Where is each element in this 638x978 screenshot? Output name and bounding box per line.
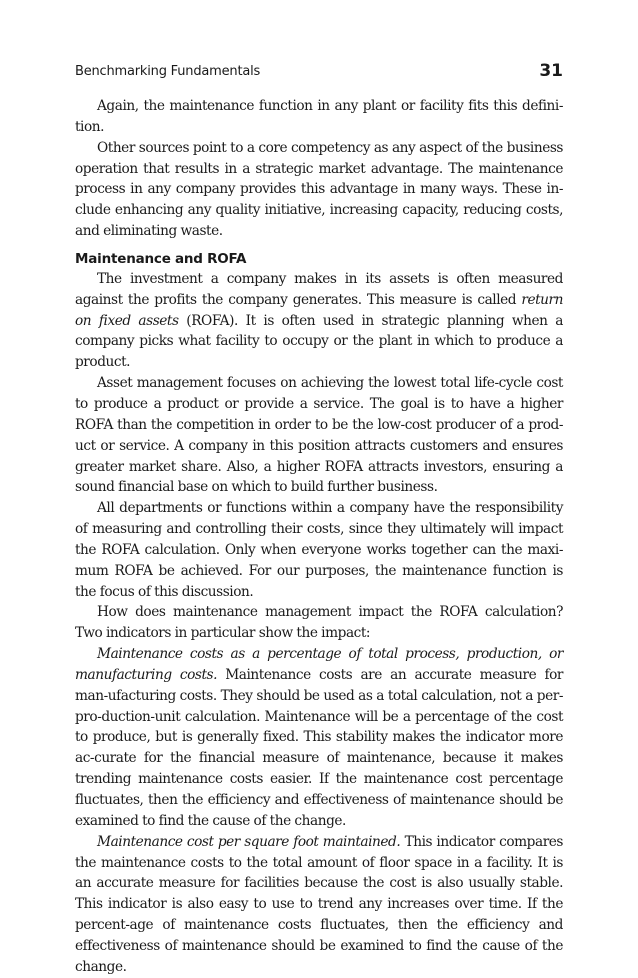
paragraph: How does maintenance management impact the ROFA calculation? Two indicators in particular show the impact: — [75, 604, 563, 642]
italic-term: return on fixed assets — [75, 291, 563, 329]
paragraph — [75, 269, 563, 373]
italic-term: Maintenance costs as a percentage of total process, production, or manufacturing costs. — [75, 646, 563, 683]
running-head — [75, 62, 563, 82]
paragraph-text: This indicator compares the maintenance costs to the total amount of floor space in a facility. It is an accurate measure for facilities because the cost is also usually stable. This indicator is also easy to use to trend any increases over time. If the percent-age of maintenance costs fluctuates, then the efficiency and effectiveness of maintenance should be examined to find the cause of the change. — [75, 833, 564, 975]
paragraph-text: Maintenance costs are an accurate measure for man-ufacturing costs. They should be used as a total calculation, not a per-pro-duction-unit calculation. Maintenance will be a percentage of the cost to produce, but is generally fixed. This stability makes the indicator more ac-curate for the financial measure of maintenance, because it makes trending maintenance costs easier. If the maintenance cost percentage fluctuates, then the efficiency and effectiveness of maintenance should be examined to find the cause of the change. — [75, 666, 563, 829]
section-heading: Maintenance and ROFA — [75, 250, 247, 267]
paragraph-text: (ROFA). It is often used in strategic planning when a company picks what facility to occupy or the plant in which to produce a product. — [75, 312, 564, 371]
paragraph: Other sources point to a core competency as any aspect of the business operation that results in a strategic market advantage. The maintenance process in any company provides this advantage in many ways. These in-clude enhancing any quality initiative, increasing capacity, reducing costs, and eliminating waste. — [75, 139, 563, 240]
italic-term: Maintenance cost per square foot maintained. — [97, 833, 401, 850]
body-text — [75, 96, 563, 978]
paragraph — [75, 644, 563, 832]
running-title: Benchmarking Fundamentals — [75, 64, 261, 79]
paragraph: Again, the maintenance function in any plant or facility fits this defini-tion. — [75, 98, 563, 135]
paragraph-text: The investment a company makes in its assets is often measured against the profits the company generates. This measure is called — [75, 270, 563, 308]
page-number: 31 — [539, 61, 563, 81]
paragraph: Asset management focuses on achieving the lowest total life-cycle cost to produce a product or provide a service. The goal is to have a higher ROFA than the competition in order to be the low-cost producer of a prod-uct or service. A company in this position attracts customers and ensures greater market share. Also, a higher ROFA attracts investors, ensuring a sound financial base on which to build further business. — [75, 375, 563, 496]
paragraph: All departments or functions within a company have the responsibility of measuring and controlling their costs, since they ultimately will impact the ROFA calculation. Only when everyone works together can the maxi-mum ROFA be achieved. For our purposes, the maintenance function is the focus of this discussion. — [75, 500, 563, 600]
paragraph — [75, 832, 563, 978]
